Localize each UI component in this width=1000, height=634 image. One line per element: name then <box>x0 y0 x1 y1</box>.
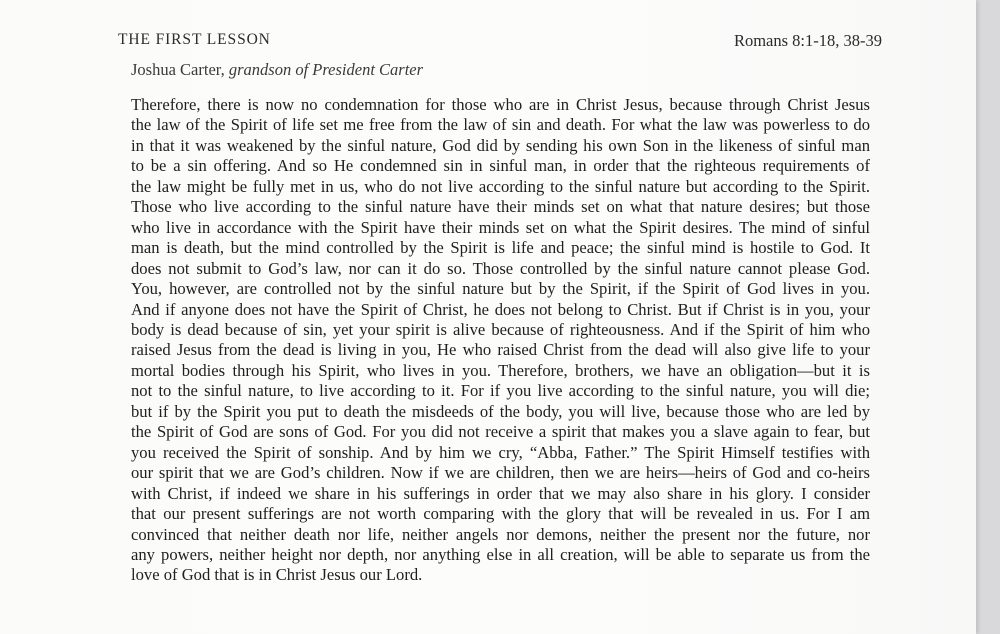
passage-line: And if anyone does not have the Spirit of Christ, he does not belong to Christ. But if Christ is in you, your <box>131 299 870 319</box>
passage-line: not to the sinful nature, to live according to it. For if you live according to the sinful nature, you will die; <box>131 381 870 401</box>
passage-line: you received the Spirit of sonship. And by him we cry, “Abba, Father.” The Spirit Himself testifies with <box>131 442 870 462</box>
passage-line: raised Jesus from the dead is living in you, He who raised Christ from the dead will also give life to your <box>131 340 870 360</box>
passage-line: in that it was weakened by the sinful nature, God did by sending his own Son in the likeness of sinful man <box>131 135 870 155</box>
passage-line: the Spirit of God are sons of God. For you did not receive a spirit that makes you a slave again to fear, but <box>131 422 870 442</box>
passage-line: Those who live according to the sinful nature have their minds set on what that nature desires; but those <box>131 197 870 217</box>
passage-line: with Christ, if indeed we share in his sufferings in order that we may also share in his glory. I consider <box>131 483 870 503</box>
scripture-passage <box>131 95 870 586</box>
reader-role: grandson of President Carter <box>228 60 424 79</box>
passage-line: does not submit to God’s law, nor can it do so. Those controlled by the sinful nature cannot please God. <box>131 258 870 278</box>
passage-line: our spirit that we are God’s children. Now if we are children, then we are heirs—heirs of God and co-heirs <box>131 463 870 483</box>
passage-line: that our present sufferings are not worth comparing with the glory that will be revealed in us. For I am <box>131 504 870 524</box>
passage-line: the law of the Spirit of life set me free from the law of sin and death. For what the law was powerless to do <box>131 115 870 135</box>
lesson-title: THE FIRST LESSON <box>118 31 271 48</box>
passage-line: love of God that is in Christ Jesus our Lord. <box>131 565 423 585</box>
passage-line: You, however, are controlled not by the sinful nature but by the Spirit, if the Spirit of God lives in you. <box>131 279 870 299</box>
passage-line: body is dead because of sin, yet your spirit is alive because of righteousness. And if the Spirit of him who <box>131 319 870 339</box>
passage-line: to be a sin offering. And so He condemned sin in sinful man, in order that the righteous requirements of <box>131 156 870 176</box>
reader-name: Joshua Carter, <box>131 60 225 79</box>
passage-line: convinced that neither death nor life, neither angels nor demons, neither the present nor the future, nor <box>131 524 870 544</box>
passage-line: the law might be fully met in us, who do not live according to the sinful nature but according to the Spirit. <box>131 176 870 196</box>
scripture-reference: Romans 8:1-18, 38-39 <box>733 31 882 50</box>
passage-line: who live in accordance with the Spirit have their minds set on what the Spirit desires. The mind of sinful <box>131 217 870 237</box>
passage-line: but if by the Spirit you put to death the misdeeds of the body, you will live, because those who are led by <box>131 401 870 421</box>
lesson-header <box>118 31 882 53</box>
passage-line: Therefore, there is now no condemnation for those who are in Christ Jesus, because through Christ Jesus <box>131 95 870 114</box>
passage-line: man is death, but the mind controlled by the Spirit is life and peace; the sinful mind is hostile to God. It <box>131 238 870 258</box>
passage-line: any powers, neither height nor depth, nor anything else in all creation, will be able to separate us from the <box>131 544 870 564</box>
passage-line: mortal bodies through his Spirit, who lives in you. Therefore, brothers, we have an obligation—but it is <box>131 360 870 380</box>
reader-credit <box>131 60 423 80</box>
